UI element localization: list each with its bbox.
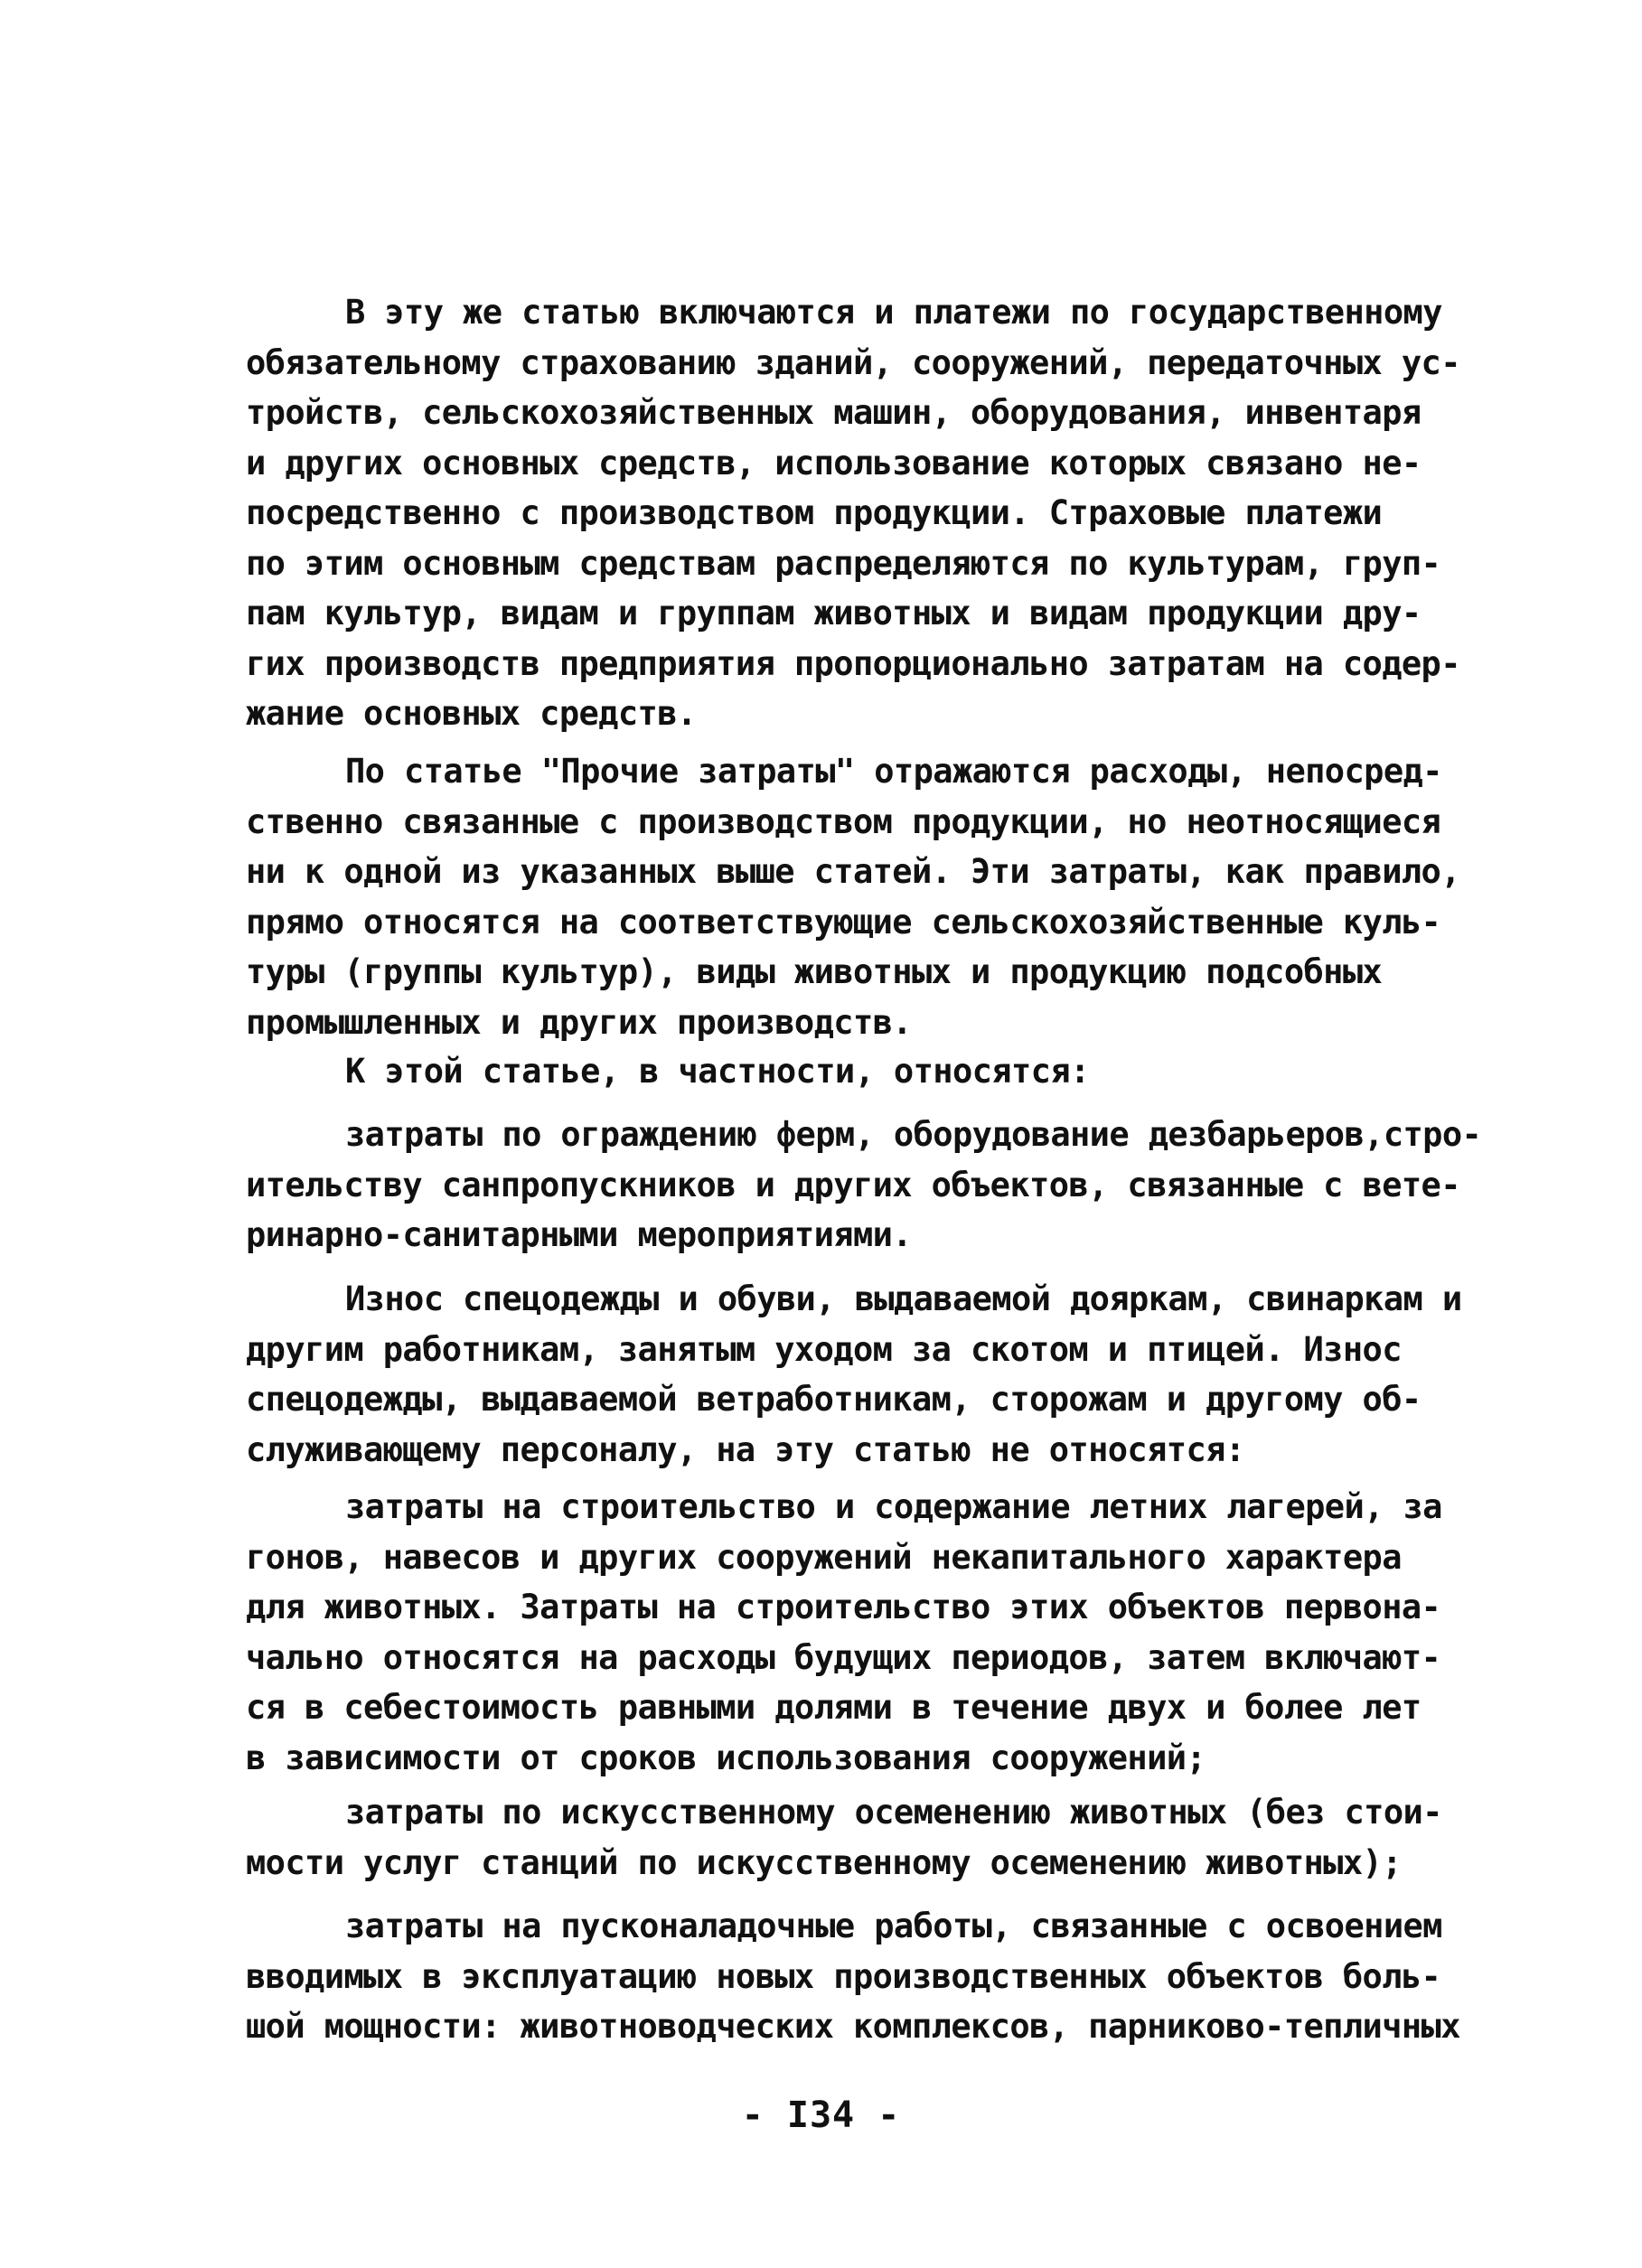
paragraph-insemination <box>246 1787 1475 1888</box>
text-line: жание основных средств. <box>246 694 697 733</box>
text-line: затраты на строительство и содержание летних лагерей, за <box>345 1487 1442 1526</box>
text-line: промышленных и других производств. <box>246 1002 912 1042</box>
text-line: шой мощности: животноводческих комплексов, парниково-тепличных <box>246 2007 1460 2046</box>
text-line: По статье "Прочие затраты" отражаются расходы, непосред- <box>345 752 1442 791</box>
text-line: К этой статье, в частности, относятся: <box>345 1052 1090 1091</box>
text-line: туры (группы культур), виды животных и продукцию подсобных <box>246 952 1383 991</box>
text-line: затраты по ограждению ферм, оборудование дезбарьеров,стро- <box>345 1115 1482 1154</box>
paragraph-other-costs <box>246 746 1475 1047</box>
paragraph-summer-camps <box>246 1482 1475 1783</box>
text-line: ственно связанные с производством продукции, но неотносящиеся <box>246 801 1441 841</box>
text-line: чально относятся на расходы будущих периодов, затем включают- <box>246 1637 1441 1677</box>
paragraph-insurance-payments <box>246 287 1475 739</box>
text-line: гих производств предприятия пропорционально затратам на содер- <box>246 643 1460 683</box>
text-line: посредственно с производством продукции. Страховые платежи <box>246 493 1383 532</box>
text-line: затраты по искусственному осеменению животных (без стои- <box>345 1793 1442 1832</box>
text-line: в зависимости от сроков использования сооружений; <box>246 1738 1206 1777</box>
paragraph-farm-fencing <box>246 1110 1482 1261</box>
text-line: мости услуг станций по искусственному осеменению животных); <box>246 1842 1402 1882</box>
text-line: обязательному страхованию зданий, сооружений, передаточных ус- <box>246 342 1460 382</box>
text-line: пам культур, видам и группам животных и видам продукции дру- <box>246 594 1422 633</box>
text-line: ся в себестоимость равными долями в течение двух и более лет <box>246 1688 1422 1727</box>
text-line: служивающему персоналу, на эту статью не относятся: <box>246 1429 1245 1469</box>
text-line: и других основных средств, использование которых связано не- <box>246 443 1422 483</box>
paragraph-workwear <box>246 1274 1475 1475</box>
text-line: гонов, навесов и других сооружений некапитального характера <box>246 1537 1402 1577</box>
page-number: - I34 - <box>741 2095 901 2136</box>
text-line: тройств, сельскохозяйственных машин, оборудования, инвентаря <box>246 393 1422 432</box>
text-line: затраты на пусконаладочные работы, связанные с освоением <box>345 1907 1442 1945</box>
text-line: спецодежды, выдаваемой ветработникам, сторожам и другому об- <box>246 1380 1422 1419</box>
text-line: ни к одной из указанных выше статей. Эти затраты, как правило, <box>246 852 1460 891</box>
text-line: для животных. Затраты на строительство этих объектов первона- <box>246 1588 1441 1626</box>
text-line: ительству санпропускников и других объектов, связанные с вете- <box>246 1165 1460 1204</box>
text-line: другим работникам, занятым уходом за скотом и птицей. Износ <box>246 1329 1402 1369</box>
text-line: по этим основным средствам распределяются по культурам, груп- <box>246 543 1441 583</box>
text-line: прямо относятся на соответствующие сельскохозяйственные куль- <box>246 902 1441 942</box>
paragraph-commissioning <box>246 1901 1475 2052</box>
text-line: вводимых в эксплуатацию новых производственных объектов боль- <box>246 1956 1441 1996</box>
paragraph-this-article <box>246 1046 1475 1097</box>
text-line: Износ спецодежды и обуви, выдаваемой дояркам, свинаркам и <box>345 1279 1462 1318</box>
text-line: В эту же статью включаются и платежи по государственному <box>345 293 1442 332</box>
text-line: ринарно-санитарными мероприятиями. <box>246 1215 912 1254</box>
